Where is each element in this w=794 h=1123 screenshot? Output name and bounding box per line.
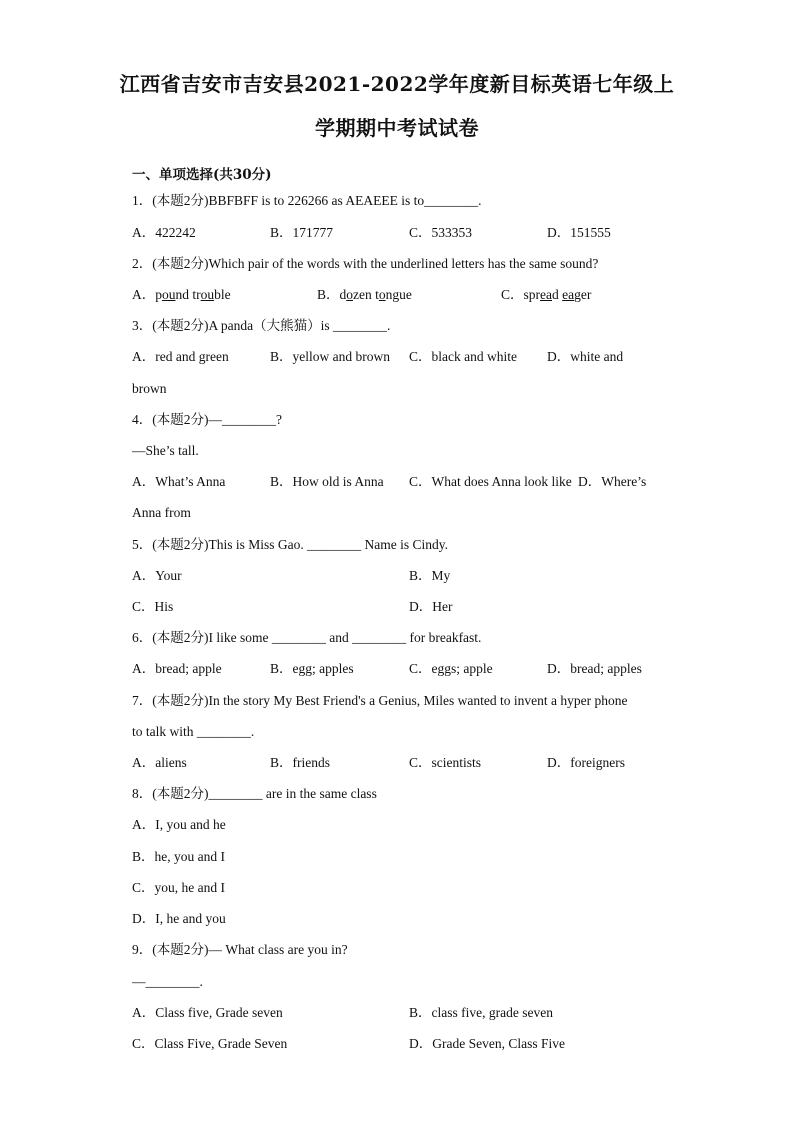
q9-option-b: B．class five, grade seven	[409, 1005, 553, 1020]
q5-option-b: B．My	[409, 568, 451, 583]
q8-option-a: A．I, you and he	[132, 817, 226, 832]
question-2-stem: 2．(本题2分)Which pair of the words with the underlined letters has the same sound?	[132, 256, 599, 271]
question-4-stem: 4．(本题2分)—________?	[132, 412, 282, 427]
q2-option-c: C．spread eager	[501, 287, 592, 302]
q8-option-c: C．you, he and I	[132, 880, 225, 895]
question-7-stem: 7．(本题2分)In the story My Best Friend's a Genius, Miles wanted to invent a hyper phone	[132, 693, 628, 708]
q7-option-c: C．scientists	[409, 755, 482, 770]
q3-option-a: A．red and green	[132, 349, 229, 364]
q4-option-d: D．Where’s	[578, 474, 647, 489]
q1-option-c: C．533353	[409, 225, 473, 240]
q3-option-d-continued: brown	[132, 381, 167, 396]
q9-option-a: A．Class five, Grade seven	[132, 1005, 283, 1020]
section-heading: 一、单项选择(共30分)	[132, 167, 272, 183]
q4-option-b: B．How old is Anna	[270, 474, 384, 489]
question-8-stem: 8．(本题2分)________ are in the same class	[132, 786, 377, 801]
q7-option-d: D．foreigners	[547, 755, 625, 770]
question-9-reply: —________.	[132, 974, 203, 989]
q5-option-c: C．His	[132, 599, 174, 614]
q7-option-a: A．aliens	[132, 755, 187, 770]
q4-option-c: C．What does Anna look like	[409, 474, 572, 489]
q4-option-a: A．What’s Anna	[132, 474, 226, 489]
question-4-reply: —She’s tall.	[132, 443, 199, 458]
q1-option-b: B．171777	[270, 225, 334, 240]
q5-option-a: A．Your	[132, 568, 182, 583]
q8-option-d: D．I, he and you	[132, 911, 226, 926]
q1-option-a: A．422242	[132, 225, 196, 240]
q9-option-d: D．Grade Seven, Class Five	[409, 1036, 565, 1051]
q1-option-d: D．151555	[547, 225, 611, 240]
question-7-stem-continued: to talk with ________.	[132, 724, 255, 739]
exam-title-line2: 学期期中考试试卷	[315, 116, 479, 140]
q3-option-b: B．yellow and brown	[270, 349, 390, 364]
q6-option-a: A．bread; apple	[132, 661, 222, 676]
q8-option-b: B．he, you and I	[132, 849, 225, 864]
q3-option-c: C．black and white	[409, 349, 517, 364]
q2-option-a: A．pound trouble	[132, 287, 231, 302]
question-5-stem: 5．(本题2分)This is Miss Gao. ________ Name is Cindy.	[132, 537, 448, 552]
q6-option-d: D．bread; apples	[547, 661, 642, 676]
q9-option-c: C．Class Five, Grade Seven	[132, 1036, 288, 1051]
q2-option-b: B．dozen tongue	[317, 287, 412, 302]
question-9-stem: 9．(本题2分)— What class are you in?	[132, 942, 348, 957]
exam-title-line1: 江西省吉安市吉安县2021-2022学年度新目标英语七年级上	[119, 72, 675, 96]
q4-option-d-continued: Anna from	[132, 505, 191, 520]
q6-option-c: C．eggs; apple	[409, 661, 493, 676]
q7-option-b: B．friends	[270, 755, 330, 770]
q6-option-b: B．egg; apples	[270, 661, 354, 676]
q5-option-d: D．Her	[409, 599, 453, 614]
question-6-stem: 6．(本题2分)I like some ________ and ________ for breakfast.	[132, 630, 482, 645]
q3-option-d: D．white and	[547, 349, 624, 364]
question-1-stem: 1．(本题2分)BBFBFF is to 226266 as AEAEEE is to________.	[132, 193, 482, 208]
question-3-stem: 3．(本题2分)A panda（大熊猫）is ________.	[132, 318, 391, 333]
